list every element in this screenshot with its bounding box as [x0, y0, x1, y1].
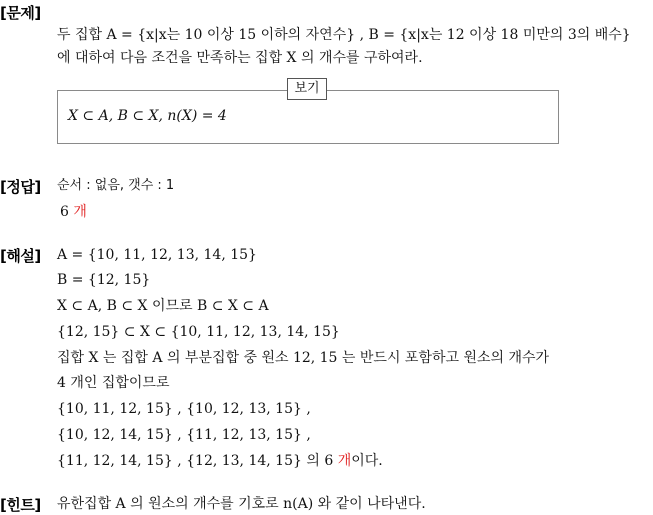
- answer-label: [정답]: [0, 178, 41, 196]
- answer-value-line: [60, 203, 87, 221]
- explanation-line-5: 집합 X 는 집합 A 의 부분집합 중 원소 12, 15 는 반드시 포함하고 원소의 개수가: [57, 350, 550, 366]
- explanation-line-9-unit: 개: [337, 453, 352, 469]
- explanation-line-1: A = {10, 11, 12, 13, 14, 15}: [57, 247, 257, 263]
- answer-unit: 개: [73, 204, 87, 220]
- condition-box-tag: 보기: [287, 78, 327, 100]
- explanation-line-9: [57, 452, 383, 470]
- answer-line-1: 순서 : 없음, 갯수 : 1: [57, 178, 175, 193]
- explanation-line-7: {10, 11, 12, 15} , {10, 12, 13, 15} ,: [57, 401, 311, 417]
- problem-line-1: 두 집합 A = {x|x는 10 이상 15 이하의 자연수} , B = {x|x는 12 이상 18 미만의 3의 배수}: [57, 27, 631, 43]
- explanation-line-6: 4 개인 집합이므로: [57, 375, 170, 391]
- explanation-line-9-main: {11, 12, 14, 15} , {12, 13, 14, 15} 의 6: [57, 453, 338, 469]
- hint-label: [힌트]: [0, 496, 41, 514]
- problem-label: [문제]: [0, 4, 41, 22]
- problem-line-2: 에 대하여 다음 조건을 만족하는 집합 X 의 개수를 구하여라.: [57, 50, 423, 66]
- condition-text: X ⊂ A, B ⊂ X, n(X) = 4: [68, 108, 227, 124]
- explanation-line-3: X ⊂ A, B ⊂ X 이므로 B ⊂ X ⊂ A: [57, 298, 269, 314]
- explanation-line-2: B = {12, 15}: [57, 272, 151, 288]
- answer-value: 6: [60, 204, 69, 220]
- explanation-line-8: {10, 12, 14, 15} , {11, 12, 13, 15} ,: [57, 427, 311, 443]
- hint-line: 유한집합 A 의 원소의 개수를 기호로 n(A) 와 같이 나타낸다.: [57, 496, 426, 512]
- explanation-line-9-end: 이다.: [351, 453, 383, 469]
- explanation-line-4: {12, 15} ⊂ X ⊂ {10, 11, 12, 13, 14, 15}: [57, 324, 340, 340]
- explanation-label: [해설]: [0, 247, 41, 265]
